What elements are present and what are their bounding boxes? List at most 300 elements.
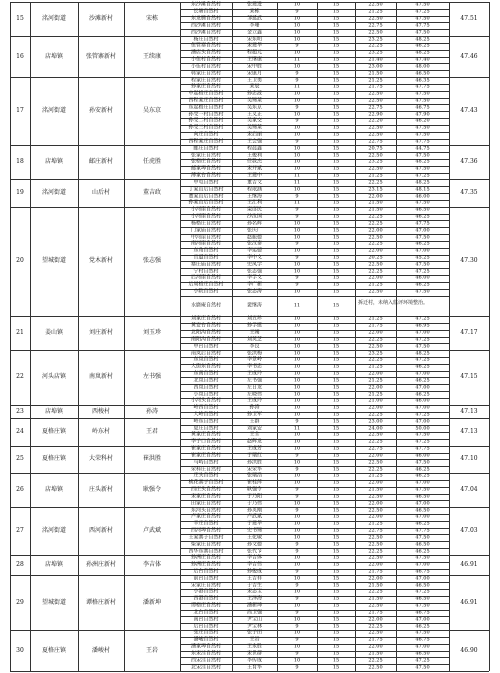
score-b-cell: 15 <box>332 588 340 595</box>
total-score-cell: 47.00 <box>415 384 430 391</box>
contact-person-cell: 裴继涛 <box>246 302 263 309</box>
row-rule <box>180 616 449 617</box>
total-score-cell: 46.25 <box>415 240 430 247</box>
score-b-cell: 15 <box>332 384 340 391</box>
score-c-cell: 21.50 <box>368 486 383 493</box>
contact-person-cell: 吴家交 <box>246 117 263 124</box>
score-a-cell: 10 <box>293 336 301 343</box>
total-score-cell: 46.75 <box>415 609 430 616</box>
score-c-cell: 23.25 <box>368 158 383 165</box>
score-b-cell: 15 <box>332 29 340 36</box>
row-rule <box>180 377 449 378</box>
score-b-cell: 15 <box>332 124 340 131</box>
score-a-cell: 10 <box>293 15 301 22</box>
average-score-cell: 47.13 <box>460 407 478 415</box>
score-b-cell: 15 <box>332 363 340 370</box>
natural-village-cell: 大岭自然村 <box>193 411 219 418</box>
contact-person-cell: 卢武斌 <box>246 513 263 520</box>
row-number: 27 <box>16 527 24 535</box>
contact-person-cell: 王会强 <box>246 138 263 145</box>
score-c-cell: 21.25 <box>368 472 383 479</box>
row-number: 24 <box>16 428 24 436</box>
average-score-cell: 47.04 <box>460 486 478 494</box>
total-score-cell: 47.25 <box>415 356 430 363</box>
total-score-cell: 46.25 <box>415 520 430 527</box>
natural-village-cell: 小河头自然村 <box>190 397 222 404</box>
score-b-cell: 15 <box>332 145 340 152</box>
score-a-cell: 10 <box>293 63 301 70</box>
row-rule <box>180 384 449 385</box>
row-number: 29 <box>16 598 24 606</box>
table-bottom-rule <box>10 671 489 672</box>
natural-village-cell: 邮庄自然村 <box>193 145 219 152</box>
remark-note: 拆迁村，未纳入监评环境整治。 <box>358 299 429 306</box>
score-a-cell: 10 <box>293 268 301 275</box>
score-b-cell: 15 <box>332 206 340 213</box>
score-c-cell: 22.00 <box>368 274 383 281</box>
average-score-cell: 46.91 <box>460 598 478 606</box>
contact-person-cell: 耿强令 <box>246 486 263 493</box>
natural-village-cell: 孙洲庄自然村 <box>190 561 222 568</box>
contact-person-cell: 孙文德 <box>246 541 263 548</box>
score-c-cell: 20.75 <box>368 145 383 152</box>
score-a-cell: 9 <box>295 281 299 288</box>
score-a-cell: 9 <box>295 493 299 500</box>
natural-village-cell: 荣科庄自然村 <box>190 466 222 473</box>
score-c-cell: 22.25 <box>368 657 383 664</box>
score-a-cell: 9 <box>295 42 299 49</box>
score-b-cell: 15 <box>332 8 340 15</box>
score-a-cell: 9 <box>295 636 299 643</box>
contact-person-cell: 于吉生 <box>246 582 263 589</box>
contact-person-cell: 程晨鑫 <box>246 145 263 152</box>
score-a-cell: 9 <box>295 452 299 459</box>
row-number: 17 <box>16 107 24 115</box>
total-score-cell: 46.50 <box>415 582 430 589</box>
score-c-cell: 22.75 <box>368 22 383 29</box>
total-score-cell: 47.25 <box>415 588 430 595</box>
total-score-cell: 47.25 <box>415 8 430 15</box>
natural-village-cell: 东宋洼自然村 <box>190 650 222 657</box>
total-score-cell: 47.50 <box>415 664 430 671</box>
score-c-cell: 22.25 <box>368 42 383 49</box>
row-rule <box>180 132 449 133</box>
score-c-cell: 22.25 <box>368 268 383 275</box>
total-score-cell: 47.50 <box>415 131 430 138</box>
score-b-cell: 15 <box>332 513 340 520</box>
score-a-cell: 10 <box>293 411 301 418</box>
contact-person-cell: 于乃伟 <box>246 500 263 507</box>
score-b-cell: 15 <box>332 411 340 418</box>
score-b-cell: 15 <box>332 445 340 452</box>
contact-person-cell: 王刚 <box>249 329 260 336</box>
score-b-cell: 15 <box>332 520 340 527</box>
score-c-cell: 21.50 <box>368 206 383 213</box>
score-a-cell: 10 <box>293 49 301 56</box>
score-b-cell: 15 <box>332 629 340 636</box>
column-rule-11 <box>489 2 490 671</box>
score-a-cell: 10 <box>293 588 301 595</box>
contact-person-cell: 王全 <box>249 431 260 438</box>
row-number: 19 <box>16 189 24 197</box>
score-c-cell: 22.00 <box>368 384 383 391</box>
contact-person-cell: 张洪梅 <box>246 350 263 357</box>
total-score-cell: 46.00 <box>415 193 430 200</box>
score-c-cell: 22.00 <box>368 513 383 520</box>
leader-cell: 刘玉珍 <box>142 329 162 337</box>
contact-person-cell: 李景岭 <box>246 356 263 363</box>
score-a-cell: 10 <box>293 472 301 479</box>
column-rule-10 <box>449 2 450 671</box>
score-c-cell: 23.15 <box>368 186 383 193</box>
total-score-cell: 48.25 <box>415 36 430 43</box>
new-village-cell: 潘峻村 <box>91 646 111 654</box>
total-score-cell: 47.25 <box>415 657 430 664</box>
score-c-cell: 21.25 <box>368 77 383 83</box>
score-b-cell: 15 <box>332 315 340 322</box>
row-rule <box>180 596 449 597</box>
row-number: 23 <box>16 407 24 415</box>
score-a-cell: 10 <box>293 575 301 582</box>
contact-person-cell: 宋荣华 <box>246 466 263 473</box>
score-c-cell: 22.25 <box>368 411 383 418</box>
leader-cell: 潘新坤 <box>142 598 162 606</box>
leader-cell: 董吉政 <box>142 189 162 197</box>
row-rule <box>180 357 449 358</box>
contact-person-cell: 尹宝林 <box>246 623 263 630</box>
natural-village-cell: 田家庄自然村 <box>190 500 222 507</box>
total-score-cell: 46.50 <box>415 70 430 77</box>
town-cell: 河头店镇 <box>41 373 67 381</box>
total-score-cell: 46.25 <box>415 466 430 473</box>
natural-village-cell: 北岚自然村 <box>193 377 219 384</box>
contact-person-cell: 王吉祥 <box>246 575 263 582</box>
total-score-cell: 47.40 <box>415 56 430 63</box>
score-c-cell: 22.25 <box>368 466 383 473</box>
score-c-cell: 22.00 <box>368 561 383 568</box>
score-c-cell: 21.25 <box>368 377 383 384</box>
total-score-cell: 47.50 <box>415 15 430 22</box>
new-village-cell: 刘庄新村 <box>88 329 114 337</box>
score-c-cell: 22.00 <box>368 616 383 623</box>
score-a-cell: 11 <box>293 179 301 186</box>
score-b-cell: 15 <box>332 56 340 63</box>
average-score-cell: 47.35 <box>460 189 478 197</box>
total-score-cell: 47.00 <box>415 500 430 507</box>
total-score-cell: 47.50 <box>415 29 430 36</box>
score-b-cell: 15 <box>332 636 340 643</box>
natural-village-cell: 宋家庄自然村 <box>190 582 222 589</box>
town-cell: 洺河街道 <box>41 527 67 535</box>
contact-person-cell: 王义正 <box>246 111 263 118</box>
natural-village-cell: 长塘自然村 <box>193 8 219 15</box>
score-b-cell: 15 <box>332 595 340 602</box>
total-score-cell: 47.50 <box>415 343 430 350</box>
contact-person-cell: 宋志宝 <box>246 588 263 595</box>
score-a-cell: 10 <box>293 657 301 664</box>
score-c-cell: 22.25 <box>368 220 383 227</box>
natural-village-cell: 孙受一村自然村 <box>188 111 224 118</box>
score-a-cell: 9 <box>295 193 299 200</box>
score-b-cell: 15 <box>332 138 340 145</box>
leader-cell: 卢武斌 <box>142 527 162 535</box>
natural-village-cell: 前台自然村 <box>193 575 219 582</box>
contact-person-cell: 吴东京 <box>246 104 263 111</box>
total-score-cell: 46.25 <box>415 363 430 370</box>
score-a-cell: 10 <box>293 288 301 295</box>
natural-village-cell: 邮家埠自然村 <box>190 165 222 172</box>
natural-village-cell: 东南自然村 <box>193 370 219 377</box>
contact-person-cell: 吴锦莱 <box>246 124 263 131</box>
natural-village-cell: 南河崖自然村 <box>190 240 222 247</box>
natural-village-cell: 张格庄自然村 <box>190 158 222 165</box>
contact-person-cell: 王俊利 <box>246 152 263 159</box>
contact-person-cell: 宋建华 <box>246 42 263 49</box>
score-a-cell: 10 <box>293 377 301 384</box>
column-rule-2 <box>78 2 79 671</box>
leader-cell: 崔洪胜 <box>142 455 162 463</box>
score-a-cell: 10 <box>293 527 301 534</box>
total-score-cell: 47.00 <box>415 643 430 650</box>
score-c-cell: 21.25 <box>368 520 383 527</box>
total-score-cell: 46.25 <box>415 377 430 384</box>
total-score-cell: 47.50 <box>415 90 430 97</box>
total-score-cell: 47.50 <box>415 629 430 636</box>
score-a-cell: 10 <box>293 554 301 561</box>
natural-village-cell: 宋家庄自然村 <box>190 493 222 500</box>
new-village-cell: 南岚新村 <box>88 373 114 381</box>
score-a-cell: 10 <box>293 513 301 520</box>
new-village-cell: 党木新村 <box>88 257 114 265</box>
score-c-cell: 21.75 <box>368 83 383 90</box>
leader-cell: 任虎胜 <box>142 158 162 166</box>
natural-village-cell: 小岚自然村 <box>193 391 219 398</box>
contact-person-cell: 邹延武 <box>246 15 263 22</box>
natural-village-cell: 大街东自然村 <box>190 363 222 370</box>
score-c-cell: 22.75 <box>368 527 383 534</box>
total-score-cell: 47.50 <box>415 199 430 206</box>
natural-village-cell: 小院自然村 <box>193 288 219 295</box>
total-score-cell: 47.00 <box>415 247 430 254</box>
score-b-cell: 15 <box>332 172 340 179</box>
score-b-cell: 15 <box>332 322 340 329</box>
total-score-cell: 46.25 <box>415 281 430 288</box>
town-cell: 店埠镇 <box>44 561 64 569</box>
leader-cell: 王续康 <box>142 52 162 60</box>
total-score-cell: 47.00 <box>415 513 430 520</box>
contact-person-cell: 于建华 <box>246 520 263 527</box>
natural-village-cell: 东河头自然村 <box>190 507 222 514</box>
score-b-cell: 15 <box>332 397 340 404</box>
score-c-cell: 22.25 <box>368 179 383 186</box>
total-score-cell: 48.25 <box>415 49 430 56</box>
row-rule <box>180 623 449 624</box>
natural-village-cell: 寨庄庙自然村 <box>190 261 222 268</box>
score-b-cell: 15 <box>332 22 340 29</box>
contact-person-cell: 王继海 <box>246 193 263 200</box>
contact-person-cell: 王成玲 <box>246 397 263 404</box>
score-b-cell: 15 <box>332 568 340 575</box>
score-b-cell: 15 <box>332 657 340 664</box>
natural-village-cell: 王家寨子自然村 <box>188 534 224 541</box>
natural-village-cell: 宁村自然村 <box>193 268 219 275</box>
score-a-cell: 10 <box>293 220 301 227</box>
contact-person-cell: 李吉体 <box>246 554 263 561</box>
natural-village-cell: 韩家庄自然村 <box>190 70 222 77</box>
score-b-cell: 15 <box>332 479 340 486</box>
score-b-cell: 15 <box>332 534 340 541</box>
score-a-cell: 9 <box>295 254 299 261</box>
score-b-cell: 15 <box>332 165 340 172</box>
score-c-cell: 22.90 <box>368 111 383 118</box>
town-cell: 店埠镇 <box>44 52 64 60</box>
total-score-cell: 46.50 <box>415 541 430 548</box>
score-b-cell: 15 <box>332 336 340 343</box>
score-a-cell: 9 <box>295 664 299 671</box>
contact-person-cell: 赵振德 <box>246 234 263 240</box>
natural-village-cell: 中河崖自然村 <box>190 234 222 240</box>
row-rule <box>180 637 449 638</box>
score-c-cell: 22.25 <box>368 356 383 363</box>
natural-village-cell: 东角自然村 <box>193 247 219 254</box>
contact-person-cell: 张志强 <box>246 268 263 275</box>
score-a-cell: 9 <box>295 418 299 425</box>
total-score-cell: 46.00 <box>415 452 430 459</box>
natural-village-cell: 小河崖自然村 <box>190 213 222 220</box>
score-c-cell: 22.50 <box>368 507 383 514</box>
score-c-cell: 22.50 <box>368 541 383 548</box>
natural-village-cell: 东龙腾自然村 <box>190 15 222 22</box>
total-score-cell: 47.00 <box>415 418 430 425</box>
town-cell: 洺河街道 <box>41 107 67 115</box>
contact-person-cell: 宋栋 <box>249 8 260 15</box>
row-number: 15 <box>16 15 24 23</box>
score-c-cell: 22.50 <box>368 261 383 268</box>
score-b-cell: 15 <box>332 220 340 227</box>
contact-person-cell: 王成玲 <box>246 370 263 377</box>
natural-village-cell: 西程家庄自然村 <box>188 138 224 145</box>
score-c-cell: 21.50 <box>368 650 383 657</box>
natural-village-cell: 崔家庄自然村 <box>190 445 222 452</box>
natural-village-cell: 西庄头自然村 <box>190 486 222 493</box>
total-score-cell: 46.50 <box>415 507 430 514</box>
score-a-cell: 10 <box>293 111 301 118</box>
score-a-cell: 9 <box>295 466 299 473</box>
contact-person-cell: 张瑞浩 <box>246 472 263 479</box>
row-rule <box>180 569 449 570</box>
score-a-cell: 10 <box>293 602 301 609</box>
contact-person-cell: 孙忠波 <box>246 90 263 97</box>
score-b-cell: 15 <box>332 404 340 411</box>
natural-village-cell: 孙家庄自然村 <box>190 83 222 90</box>
score-c-cell: 22.00 <box>368 193 383 200</box>
row-number: 25 <box>16 455 24 463</box>
score-a-cell: 10 <box>293 145 301 152</box>
natural-village-cell: 辛庄自然村 <box>193 520 219 527</box>
total-score-cell: 47.00 <box>415 479 430 486</box>
natural-village-cell: 薄家台自然村 <box>190 172 222 179</box>
natural-village-cell: 柴家庄自然村 <box>190 541 222 548</box>
score-b-cell: 15 <box>332 343 340 350</box>
score-c-cell: 22.50 <box>368 554 383 561</box>
score-b-cell: 15 <box>332 616 340 623</box>
row-number: 16 <box>16 52 24 60</box>
score-b-cell: 15 <box>332 302 340 309</box>
contact-person-cell: 于乃阳 <box>246 493 263 500</box>
score-c-cell: 22.25 <box>368 336 383 343</box>
total-score-cell: 47.00 <box>415 329 430 336</box>
total-score-cell: 47.75 <box>415 527 430 534</box>
score-c-cell: 22.50 <box>368 534 383 541</box>
score-a-cell: 11 <box>293 199 301 206</box>
average-score-cell: 47.46 <box>460 52 478 60</box>
column-rule-0 <box>10 2 11 671</box>
score-b-cell: 15 <box>332 554 340 561</box>
total-score-cell: 44.75 <box>415 145 430 152</box>
total-score-cell: 47.50 <box>415 97 430 104</box>
score-c-cell: 23.00 <box>368 63 383 70</box>
total-score-cell: 50.00 <box>415 425 430 432</box>
natural-village-cell: 孙受二村自然村 <box>188 117 224 124</box>
contact-person-cell: 张志涛 <box>246 288 263 295</box>
score-a-cell: 10 <box>293 459 301 466</box>
score-b-cell: 15 <box>332 63 340 70</box>
total-score-cell: 46.25 <box>415 391 430 398</box>
total-score-cell: 46.00 <box>415 397 430 404</box>
natural-village-cell: 西程家庄自然村 <box>188 97 224 104</box>
natural-village-cell: 西港自然村 <box>193 595 219 602</box>
score-a-cell: 10 <box>293 322 301 329</box>
score-a-cell: 10 <box>293 227 301 234</box>
score-b-cell: 15 <box>332 213 340 220</box>
natural-village-cell: 后台自然村 <box>193 568 219 575</box>
score-b-cell: 15 <box>332 268 340 275</box>
new-village-cell: 西河新村 <box>88 527 114 535</box>
average-score-cell: 47.43 <box>460 107 478 115</box>
score-b-cell: 15 <box>332 104 340 111</box>
score-c-cell: 21.75 <box>368 609 383 616</box>
score-a-cell: 9 <box>295 70 299 77</box>
score-a-cell: 9 <box>295 8 299 15</box>
contact-person-cell: 张汉泰 <box>246 240 263 247</box>
score-c-cell: 22.00 <box>368 247 383 254</box>
total-score-cell: 46.50 <box>415 493 430 500</box>
score-c-cell: 23.25 <box>368 36 383 43</box>
score-c-cell: 21.25 <box>368 391 383 398</box>
natural-village-cell: 南阳沟自然村 <box>190 336 222 343</box>
score-b-cell: 15 <box>332 425 340 432</box>
total-score-cell: 47.25 <box>415 438 430 445</box>
contact-person-cell: 王群 <box>249 418 260 425</box>
total-score-cell: 48.25 <box>415 158 430 165</box>
score-c-cell: 22.75 <box>368 104 383 111</box>
total-score-cell: 46.25 <box>415 623 430 630</box>
score-b-cell: 15 <box>332 664 340 671</box>
score-c-cell: 24.00 <box>368 425 383 432</box>
score-b-cell: 15 <box>332 500 340 507</box>
score-c-cell: 22.50 <box>368 15 383 22</box>
score-a-cell: 10 <box>293 234 301 240</box>
score-c-cell: 23.00 <box>368 418 383 425</box>
score-b-cell: 15 <box>332 1 340 8</box>
score-a-cell: 10 <box>293 315 301 322</box>
leader-cell: 左书强 <box>142 373 162 381</box>
score-a-cell: 9 <box>295 206 299 213</box>
natural-village-cell: 后台自然村 <box>193 623 219 630</box>
contact-person-cell: 王泽海 <box>246 595 263 602</box>
natural-village-cell: 中台自然村 <box>193 343 219 350</box>
contact-person-cell: 左日龙 <box>246 384 263 391</box>
